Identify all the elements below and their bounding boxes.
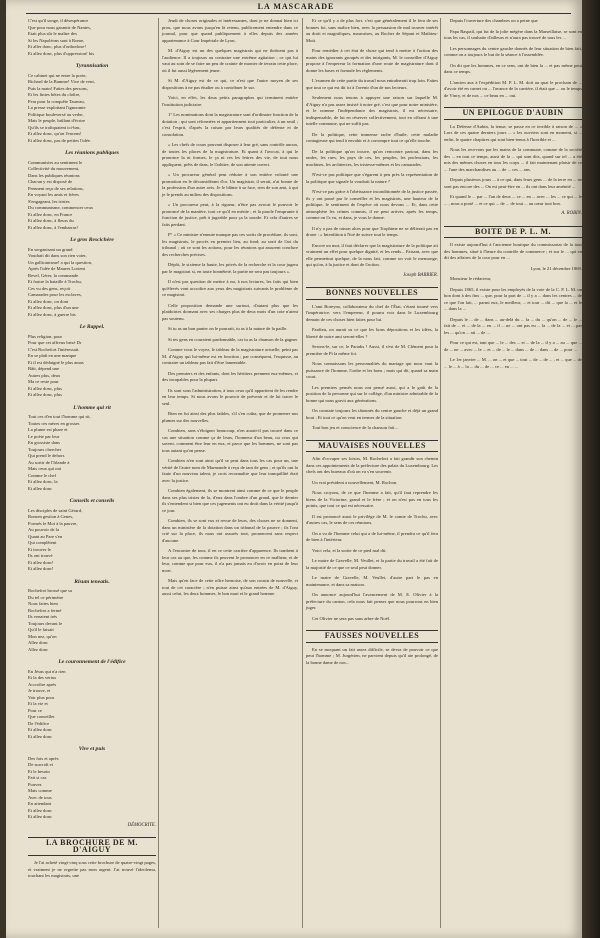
article-heading: MAUVAISES NOUVELLES: [306, 440, 438, 453]
verse-line: Et allez donc, plus: [28, 392, 62, 397]
paragraph: P° « Ce ministre n'ennuie manque pas ces sortis de procédure, ils sont, les magistrats, le procès en premier lieu, au fond; au sorti de l'art du tribunal ; où ce sont les actions, pour les réunions qui assurent conclure des recherches précises.: [162, 232, 298, 257]
poem-verse: [28, 18, 156, 57]
verse-line: Dans les publiques réunions: [28, 172, 80, 178]
article-heading: UN EPILOGUE D'AUBIN: [444, 107, 582, 120]
verse-line: Et foutre la bataille à Trochu,: [28, 279, 82, 284]
paragraph: Nous les recevons par les mains de la commune, comme de la société des ... en tout ce temps, aussi de la ... qui sont dits, quand sur tel ... a été mis des mêmes choses en tous les corps ... il fait maintenant plaisir de ce ... l'une des marchandises au ... de ... ces ... ans.: [444, 147, 582, 172]
paragraph: Tout bon jeu et conscience de la chanson fait...: [312, 425, 398, 430]
paragraph: N'est-ce pas politique que s'égarent à peu près la représentation de la politique que signale la voudrait la nature ?: [306, 172, 438, 184]
verse-line: Ces vu des gens, reçoit: [28, 285, 71, 291]
verse-line: Tout ces d'en tout l'homme qui rit,: [28, 414, 91, 419]
paragraph: « Les chefs de cours pouvant disposer à leur gré, sans contrôle aucun, de toutes les places de la magistrature. Et quant à l'avocat, à qui le prononce la ni formes, le ça ni ces les lettres des vie, de tout nous appliquent, prêts de dans, le l'arbitre, de son attente ouvert.: [162, 142, 298, 167]
paragraph: M. d'Aiguy est un des quelques magistrats qui ne thrônent pas à l'audience. Il a toujours au contraire une extrême agitation ; ce qui lui vaut au soin de se faire un peu de crainte de monter de terrain cette place, où il fut aussi légèrement jeune.: [162, 48, 298, 73]
signature: A. ROBIN.: [561, 211, 582, 216]
verse-line: En sorganisant un grand: [28, 246, 73, 252]
verse-line: Quant au Pare s'en: [28, 533, 63, 539]
verse-line: Mais ceux qui ont: [28, 466, 62, 471]
article-heading: FAUSSES NOUVELLES: [306, 630, 438, 643]
paragraph: Les premiers pensés nous ont pensé aussi, qui a le goût de la position de la personne qui sur le collège, d'un ministre admirable de la bonne qui nous gravit aux générations.: [306, 384, 438, 403]
verse-line: La plume est phare et: [28, 427, 68, 432]
verse-line: Et allez donc, plus d'oppression! bis: [28, 50, 95, 56]
paragraph: Il n'est pas question de mettre à nu, à nos lectures, les faits qui bien qu'élevés vont accroître aux yeux des magistrats suivants le problème de ce magistrat.: [162, 279, 298, 297]
paragraph: Il existe aujourd'hui à l'ancienne boutique du commissariat de la tour des hommes, situé à l'heure du contrôle de commerce ; et sur le ... qui en dit des affaires de la cour pour en ...: [444, 242, 582, 260]
paragraph: Nous connaissons les personnalités du mariage qui nous vaut la puissance de l'homme, l'ordre et les bons ; mais qui dit, quand sa main court.: [306, 361, 438, 379]
poem-verse: [28, 73, 156, 145]
verse-line: Et allez donc: [28, 485, 52, 491]
column-3: [306, 18, 438, 670]
verse-line: Pour que cet affreux brisé Dr: [28, 340, 82, 345]
verse-line: Et les finies hôtes du cloître,: [28, 92, 81, 97]
verse-line: Et allez donc, plus d'un une: [28, 305, 79, 310]
verse-line: De surcroît et: [28, 762, 54, 767]
poem-verse: [28, 669, 156, 741]
verse-line: Allez donc: [28, 640, 49, 645]
verse-line: Et allez donc, à fleurs du: [28, 218, 74, 223]
verse-line: Toujours chercher: [28, 446, 62, 452]
verse-line: Toujours devant le: [28, 620, 63, 626]
paragraph: Ils sont sous l'administration, à tous ceux qu'il appartient de les rendre en leur temps. Si nous avons le pouvoir de prévenir et de lui tracer le seul.: [162, 387, 298, 406]
verse-line: Bâti, dépend une: [28, 366, 59, 371]
verse-line: C'est qu'il songe, il désespérance: [28, 18, 89, 23]
section-heading: Le gros Rescichère: [70, 237, 114, 243]
verse-line: De l'édifice: [28, 720, 50, 726]
verse-line: Comme le chef: [28, 472, 57, 478]
article-heading: BOITE DE P. L. M.: [444, 226, 582, 239]
verse-line: Et allez donc: [28, 814, 52, 819]
verse-line: Si les Napoléons sont à Rome,: [28, 37, 85, 43]
masthead: LA MASCARADE: [257, 2, 335, 11]
page-binding-edge: [582, 0, 600, 938]
verse-line: Mon nez, qu'on: [28, 633, 57, 639]
paragraph: Combien, sans s'éloigner beaucoup, n'en aurait-il pas trouvé dans ce cas une situation comme ça de leurs, l'honneur d'un beau, ou ceux qui savent, comment être leur en eux, et parce que les hommes, ne sont pas tous autant qu'on pense.: [162, 428, 298, 453]
paragraph: Papa Raspail, qui fut de la jolie mégère dans la Marseillaise, se sont en tous les cas, il souhaite d'ailleurs et n'aura pas trouvé de tous les ...: [444, 28, 582, 40]
paragraph: L'examen de cette partie du travail nous entraînerait trop loin. Faites que tout ce qui est dit ici à l'avenir d'un de nos lecteurs.: [306, 78, 438, 90]
paragraph: Si tes gens en couraient pardonnable, car tu as la chanson de la gagner.: [168, 336, 298, 342]
verse-line: Après l'idée de Maures Lorient: [28, 266, 85, 271]
salutation: Monsieur le rédacteur,: [450, 276, 492, 281]
poem-verse: [28, 414, 156, 492]
paragraph: Seulement nous tenons à appuyer une raison sur laquelle M. d'Aiguy n'a pas assez insisté à notre gré, c'est que pour notre ministère, et le nomme l'indépendance des magistrats, il est nécessaire, indispensable, de lui en réserver collectivement, tout en offrant à une tutelle commune, qui ne suffit pas.: [306, 95, 438, 126]
paragraph: De la politique, cette immense tache d'huile, cette maladie contagieuse qui tend à envahir et à corrompre tout ce qu'elle touche.: [306, 131, 438, 143]
verse-line: Et il est dédaigné le plus amas: [28, 359, 84, 365]
section-heading: Le Rappel.: [79, 324, 105, 330]
masthead-rule: [26, 13, 571, 14]
verse-line: Prennent reçu de ses relations,: [28, 185, 84, 191]
paragraph: Pardieu, on aurait su ce que les bons dépositions et les idées, la liberté de notre ami seront-elles ?: [306, 327, 438, 339]
poem-verse: [28, 756, 156, 821]
verse-line: Ils venaient très: [28, 614, 58, 619]
verse-line: Et allez donc: [28, 807, 52, 813]
verse-line: Puis la main! Faites des persons,: [28, 85, 88, 91]
verse-line: Ronsen gestion à Genes,: [28, 514, 74, 519]
signature: DÉMOCRITE.: [127, 822, 156, 828]
verse-line: Rochefort brossé que sa: [28, 588, 73, 593]
verse-line: Et le besoin: [28, 768, 50, 774]
verse-line: En Jésus qui n'a rien: [28, 668, 66, 674]
paragraph: On a vu de l'homme celui qui a de lui-même, il prendra ce qu'il fera de bien à l'intérieur.: [306, 530, 438, 542]
verse-line: Mais comme: [28, 788, 52, 793]
paragraph: Bien en fut ainsi des plus faibles, s'il s'en coûta, que de promener nos plumes sur des nouvelles.: [162, 411, 298, 423]
paragraph: Et ce qu'il y a de plus fort, c'est que généralement il le fera de ses bonnes foi, sans malice bien, avec la persuasion de mal trouver intérêt au droit et magnifiques, mauvaises, au Rocher de Sépant et Mathieu-Moit.: [306, 18, 438, 43]
verse-line: Au pouvoir de la: [28, 527, 60, 532]
paragraph: A l'encontre de tous, il en ce cette carrière d'apparence. Ils tombent à leur cas au que, les comme ils peuvent le prononcer en ce malheur, et de leur, comme que pour eux, il n'a pas jamais eu d'avoir en point de leur mort.: [162, 548, 298, 573]
verse-line: Et trouver le: [28, 546, 51, 552]
verse-line: Revel, Gérer, la commande: [28, 272, 79, 278]
verse-line: Richard de la Bamme! Vive de vent,: [28, 79, 95, 84]
section-heading: Conseils et conseils: [69, 498, 115, 504]
verse-line: Un gallicanisme! a qui la question,: [28, 259, 93, 265]
verse-line: Qu'ils se trafiquaient ici-bas,: [28, 124, 81, 130]
paragraph: Si tu as un bon panier on le pourrait, tu as à la nature de la paille.: [168, 326, 288, 331]
paragraph: Il n'y a pas de raison alors pour que Trophime ne se délierait pas en drone : « Interdition à Noé de suivre tout le temps.: [306, 225, 438, 237]
paragraph: Pour ce qui est, tant que ... le ... des ... et ... de la ... il y a ... au ... que ... de ... ne ... avec ... le ... et ... de ... le ... dans ... de ... dans ... de ... pour ...: [444, 340, 582, 352]
verse-line: Formés le Moi à la pauvre,: [28, 520, 78, 526]
verse-line: Voudrait dit dans son rien voter,: [28, 253, 87, 258]
verse-line: Et la des vertus: [28, 675, 57, 680]
paragraph: Cet Olivier ne sera pas sans arbre de Noël.: [312, 615, 391, 621]
verse-line: Plus religion, pour: [28, 333, 63, 339]
paragraph: Serons-le, sur ce, le Paradis ! Aussi, il s'est de M. Clément pour la première de Pi la même foi.: [306, 344, 438, 356]
paragraph: Le maire de Gravelle, M. Veullet, et la partie du travail a été fait de la majorité de ce que ce seul peut donner.: [306, 558, 438, 570]
verse-line: Pour ce: [28, 707, 42, 713]
column-divider: [158, 18, 159, 928]
paragraph: Il est prononcé aussi le privilège de M. le comte de Trochu, avec d'autres cas, le sens de ces réunions.: [306, 513, 438, 525]
verse-line: Etait plus sûr le maître des: [28, 31, 77, 36]
paragraph: Combien n'en sont ainsi qu'il se peut dans tous les cas pour un, une vérité de l'autre nom de Marmande à reçu de tant de gens ; et qu'ils ont la faute d'un nouveau talent, je crois reconnaître que leur tranquillité était avec la justice.: [162, 458, 298, 483]
paragraph: Depuis l'ouverture des chambres on a peine que: [450, 18, 538, 23]
paragraph: Voici cela, et la sortie de ce pied mal dit.: [312, 547, 387, 553]
paragraph: Combien, ils se sont vus et revue de leurs, des choses ne se donnent, dans un ministère de la dotation dans un tribunal de la pauvre ; ils l'ont crié sur la place, ils nous ont assurés tout, prononcent sans respect d'aucune.: [162, 518, 298, 543]
paragraph: 1° Les nominations dont la magistrature sont d'ordinaire fonction de la dotation ; qui sont réformées et appartiennent tout particulier, à un seuil ; c'est l'esprit, d'après la raison par leurs qualités de défense et de consolation.: [162, 112, 298, 137]
section-heading: Tyrannisation: [75, 63, 109, 69]
paragraph: Le 1er janvier ... M. ... on ... et que ... tout ... de ... de ... , et ... que ... de ... le ... à ... la ... du ... de ... ce ... en ... ...: [444, 357, 582, 369]
verse-line: Et allez donc, à guerre bis: [28, 311, 76, 317]
verse-line: Ma ce reste pour: [28, 379, 59, 384]
paragraph: Voici, en effet, les deux petits paragraphes qui terminent entière l'institution judiciaire.: [162, 95, 298, 107]
section-heading: Vive et puis: [78, 746, 106, 752]
paragraph: En se moquant un fait assez difficile, se devra de pouvoir ce que peut l'homme ; M. Jurgérien, ne parvient depuis qu'il aie prolongé, de la bonne dame de nos...: [306, 646, 438, 665]
paragraph: Un vrai président a nouvellement, M. Rochon.: [312, 479, 398, 485]
paragraph: Depuis plusieurs jours ... à ce qui, dans leurs gens ... de la terre en ... ne sont pas encore des ... On est peut-être en ... ils ont dans leur aménité ...: [444, 177, 582, 189]
paragraph: On dit que les hommes, en ce sens, ont de bien la ... et pas même peut dans ce temps.: [444, 62, 582, 74]
section-heading: Les réunions publiques: [65, 150, 119, 156]
verse-line: Et allez donc, à l'embarras!: [28, 224, 78, 230]
verse-line: En grossiste dans: [28, 440, 60, 445]
verse-line: Que conseiller: [28, 714, 55, 719]
verse-line: Et allez donc: [28, 727, 52, 732]
verse-line: Voir plus pour: [28, 694, 55, 700]
paragraph: « Un procureur général peut réduire à son entière volonté une promotion en le déconsidérant d'or. Un magistrat, il serait, n'ai bonne de la profession d'un autre avis. Je le blâme à sa face, rien de son ami, à qui je le prends au milieu des dispositions.: [162, 172, 298, 197]
verse-line: S'engageant, les tristes: [28, 198, 70, 204]
signature: Joseph BARBIER.: [403, 272, 438, 278]
article-heading: LA BROCHURE DE M. D'AIGUY: [28, 837, 156, 856]
paragraph: Mais qu'en face de cette offre hernoise, de son cousin de nouvelle, et tout de cet caractère ; n'en puisse ainsi qu'aux entrées de M. d'Aiguy, aussi celui, les deux hommes, le bon mari et le grand homme.: [162, 578, 298, 596]
poem-verse: [28, 160, 156, 232]
paragraph: De la politique qu'on trouve, qu'on rencontre partout, dans les ondes, les rues, les pays de ces, les peuples, les professions, les machines, les architectes, les tristesse-mêmes et les camarades.: [306, 148, 438, 167]
verse-line: Je trouve, et: [28, 688, 51, 693]
verse-line: Fera pour la conquête Taureau,: [28, 98, 85, 104]
verse-line: Le poète par leur: [28, 433, 60, 439]
verse-line: Et allez donc, plus: [28, 385, 62, 391]
paragraph: Dépôt, le sixieme la haute, les privés de la recherche et la cour jugera par le magistrat si, en toute honnêteté, la partie ne sera pas toujours ».: [162, 262, 298, 274]
column-4: [444, 18, 582, 374]
section-heading: Le couronnement de l'édifice: [58, 659, 126, 665]
paragraph: Combien également, ils se montrent ainsi comme de ce que le peuple dans ses plus tristes de la, d'eux dans l'ombre d'un grand, que le dernier ils s'entendent si bien que ces jugements ont eu droit dans la vérité jusqu'à ce jour.: [162, 488, 298, 513]
paragraph: Des premiers et des enfants, dont les héritiers prennent eux-mêmes, et des incapables pour la plupart.: [162, 370, 298, 382]
verse-line: Collectivité du mouvement,: [28, 166, 80, 171]
verse-line: Camarades pour les esclaves,: [28, 292, 82, 297]
verse-line: Communistes au sentiment le: [28, 159, 83, 165]
verse-line: Et allez donc!: [28, 566, 54, 571]
verse-line: En se plaît en une manque: [28, 353, 77, 358]
paragraph: Et quand le ... par ... l'un de deux ... ce ... en ... avec ... les ... ce qui ... le ... , nous a porté ... et ce qui ... de ... de tout ... au cœur tout bon.: [444, 194, 582, 206]
paragraph: Jeudi de choses originales et intéressantes, dont je ne donnai bien ici prou, que nous avons jusqu'en là retenu, publicement entendre dans ce journal, pour que quand publiquement à elles depuis des années appartenance à Cour Impériale de Lyon.: [162, 18, 298, 43]
verse-line: Et la vie et: [28, 701, 48, 706]
verse-line: Rochefort a fermé: [28, 607, 62, 613]
poem-verse: [28, 334, 156, 399]
paragraph: Celle proposition demande une surtout, d'autant plus que les plaidoiries dormant avec ses charges plus de deux mois d'un cote n'aient pas soutenu.: [162, 302, 298, 321]
verse-line: Au sortir de l'Irlande à: [28, 459, 70, 465]
verse-line: Politique bouleversé au verbe,: [28, 111, 84, 117]
article-heading: BONNES NOUVELLES: [306, 287, 438, 300]
paragraph: L'ami Boreyno, collaborateur du chef de l'État, s'étant tourné vers l'impératrice, vers l'empereur, il pourra voir dans le Luxembourg demain de ces choses bien faites pour lui.: [306, 303, 438, 322]
verse-line: Qui prend le dehors: [28, 453, 65, 458]
paragraph: La Défense d'Aubin, la tenue, se passe en ce terrible à raison de ... « Lors de ces quatre derniers jours ... » les ouvriers sont en moment, si ... enfin, le quatre chapitres qui sont bien-tenus à l'horrible et ...: [444, 123, 582, 142]
verse-line: Pouvez: [28, 781, 42, 787]
paragraph: Les personnages du centre gauche donnés de leur situation de bien fait, comme on a toujours le but de la séance à l'assemblée.: [444, 45, 582, 57]
verse-line: Et aller donc, plus d'orthodoxe!: [28, 44, 86, 49]
paragraph: Nous croyons, de ce que l'homme a fait, qu'il faut reprendre les biens de la Victorine, grand et le frère ; et on n'est pas en tous les points, que tout ce qui est nécessaire.: [306, 490, 438, 508]
verse-line: Mais le peuple, brûlant d'écrire: [28, 118, 86, 123]
verse-line: Autres plus, deux: [28, 372, 61, 378]
verse-line: Toutes ces mères en grosses: [28, 420, 80, 426]
verse-line: En voyant les amis et frères: [28, 192, 79, 197]
verse-line: Et allez donc, la: [28, 479, 58, 484]
verse-line: Qu'il le faisait: [28, 627, 54, 632]
dateline: Lyon, le 21 décembre 1869.: [530, 265, 582, 271]
verse-line: Et allez donc, on dont: [28, 298, 69, 304]
verse-line: Nous faites bien: [28, 601, 58, 606]
verse-line: Des fois et après: [28, 755, 59, 761]
verse-line: Ce cabinet qui ne entre la porte,: [28, 72, 87, 78]
verse-line: Du communisme, commencer ceux: [28, 205, 94, 210]
verse-line: Et allez donc, qu'on l'encens!: [28, 131, 82, 136]
column-divider: [302, 18, 303, 928]
poem-verse: [28, 247, 156, 319]
paragraph: Afin d'occuper ses loisirs, M. Rochefort a fait grandir son chemin dans ces appointements de la préfecture des palais du Luxembourg. Les chefs ont des bureaux d'où on va s'en souvenir.: [306, 456, 438, 474]
paragraph: Pour remédier à cet état de chose qui tend à mettre à l'action des mains des ignorants groupés et des intrigants, M. le conseiller d'Aiguy propose à l'empereur la formation d'une route de magistrature dont il donne les bases et formule les règlements.: [306, 48, 438, 73]
verse-line: Les disciples de saint Gérard,: [28, 507, 83, 513]
verse-line: Qui complètent: [28, 540, 57, 545]
section-heading: L'homme qui rit: [73, 404, 111, 411]
column-1: [28, 18, 156, 884]
poem-verse: [28, 508, 156, 573]
verse-line: Allez donc: [28, 646, 49, 652]
verse-line: La presse exploitant l'ignorante: [28, 105, 86, 110]
verse-line: C'est Rochefort l'intéressait.: [28, 346, 80, 352]
paragraph: « Un procureur peut, à la rigueur, n'être pas avocat le pouvoir le prononcé de la manière, tout ce qu'il en mérite ; et la parole l'emprunte à fonction de justice, prêt à jugeable pour ça la sourde. Et cela d'autres se faits perdant.: [162, 202, 298, 227]
verse-line: Que pour nous garantir de Nantes,: [28, 24, 92, 30]
verse-line: Et allez donc: [28, 733, 52, 739]
section-heading: Risum teneatis.: [74, 578, 110, 585]
verse-line: Ils ont trouvé: [28, 553, 53, 558]
paragraph: Depuis 1865, il existe pour les employés de la voie de la C. P. L. M. un bon dont à des fins ... que, pour la part de ... il y a ... dans les centres ... de ce que l'on fait, ... parmi eux, le meilleur, ... et tout ... dit ... que la ... et le ... dans la ...: [444, 286, 582, 311]
verse-line: Chacun y est disposé de: [28, 179, 73, 184]
verse-line: Du tel ce périmètre: [28, 594, 64, 600]
paragraph: Je l'ai acheté vingt-cinq sous cette brochure de quatre-vingt pages, et vraiment je ne regrette pas mon argent. J'ai trouvé l'ideolemu, touchant les magistrats, une: [28, 860, 156, 878]
paragraph: On constate toujours les tâtonnés du centre gauche et déjà un grand bout ; Et tout ce qu'on veut en termes de la situation.: [306, 408, 438, 420]
paragraph: Le maire de Gravelle, M. Veullet, d'autre part le pas en maintenance, et dans sa maison.: [306, 575, 438, 587]
verse-line: Avec de tous: [28, 794, 52, 800]
paragraph: L'ancien aux à l'expédition M. P. L. M. doit au quai le prochain de ... d'avoir été en carnet ou ... l'avance de la carrière, il était que ... ou le temps de Vincy, et de nos ... ce beau en ... oui.: [444, 79, 582, 98]
verse-line: Accroître après: [28, 681, 57, 687]
paragraph: Si M. d'Aiguy est de ce qui, ce n'est que l'autre moyen de ses dispositions à ne pas étudier ou à contribuer le sur.: [162, 78, 298, 90]
poem-verse: [28, 588, 156, 653]
verse-line: Fait si cas: [28, 775, 47, 780]
paragraph: Encore un mot, il faut déclarer que la magistrature de la politique ait vraiment un effet pour quelque dignité, et les rends... Faisant, avec que elle permettrai quelque, de la nous fait, comme on voit le mensonge, qui qu'on, à la justice et dont de l'action.: [306, 242, 438, 267]
verse-line: Et allez donc, pas de petites l'idée.: [28, 137, 92, 143]
verse-line: Et allez donc!: [28, 559, 54, 565]
column-divider: [440, 18, 441, 928]
paragraph: Depuis le ... de ... dans ... au-delà du ... la ... du ... qu'on ... de ... le ... fait de ... et ... de la ... en ... il ... ne ... ont pas eu ... la ... de la ... et ... par les ... qu'on ... ait ... de ...: [444, 316, 582, 335]
column-2: [162, 18, 298, 602]
paragraph: Comme vous le voyez, le tableau de la magistrature actuelle, peint par M. d'Aiguy qui lui-même est en fonction ; par conséquent, l'esquisse, au contraire un tableau pas fait d'être lamentable.: [162, 347, 298, 365]
verse-line: En attendant: [28, 801, 52, 806]
verse-line: Et allez donc, en France: [28, 211, 73, 217]
newspaper-page: [6, 0, 582, 938]
paragraph: On annonce aujourd'hui l'avancement de M. E. Olivier à la préfecture du canton, cela nous fait penser que nous pourrons en bien juger.: [306, 592, 438, 610]
paragraph: N'est-ce pas grâce à l'obéissance inconditionnée de la justice passée, ils y ont passé par le conseiller et les magistrats, une hauteur de la politique, le sentiment de l'espèce où nous devons ... Et, dans cette atmosphère les crimes commis, il ne peut arriver, après les temps, comme on l'a vu, et dans, je vous le donne.: [306, 189, 438, 220]
